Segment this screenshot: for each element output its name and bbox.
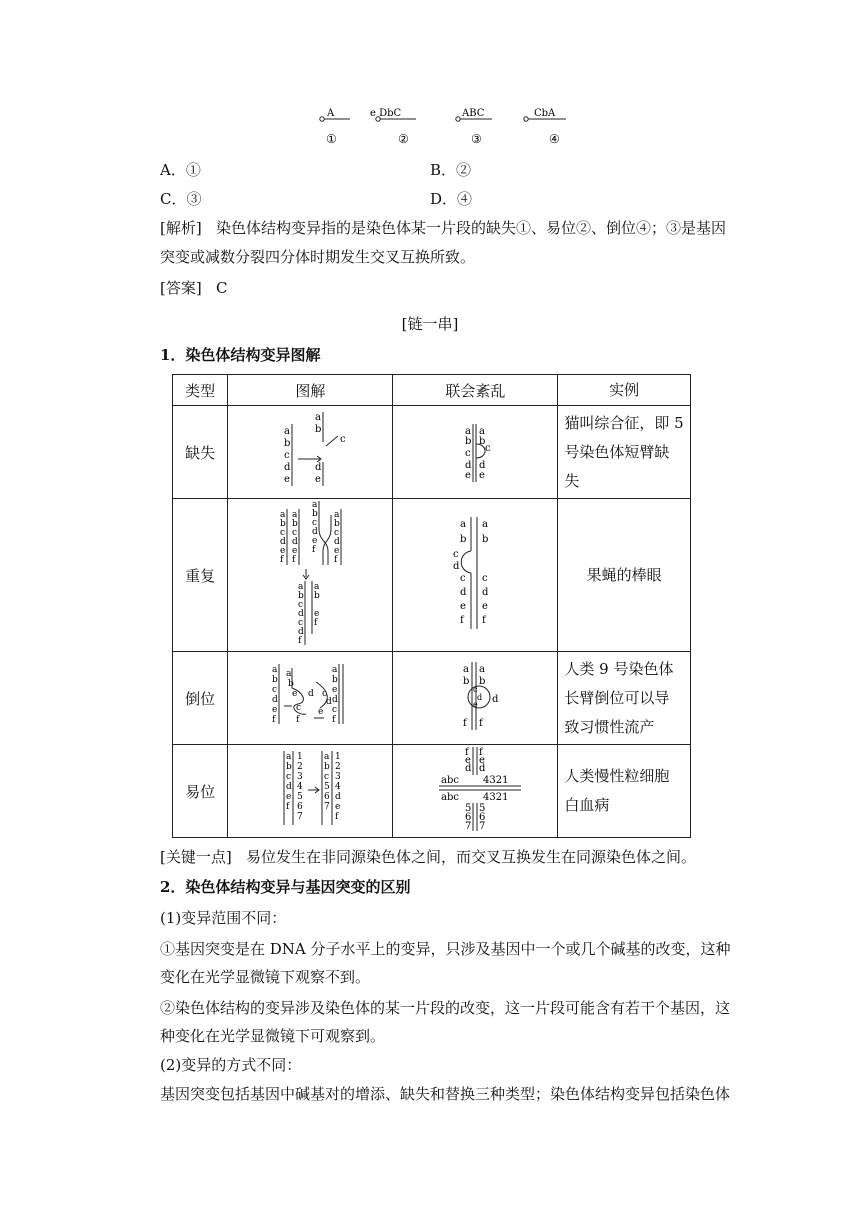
option-figure-2 — [370, 108, 416, 146]
answer — [160, 277, 228, 299]
svg-text:a: a — [272, 665, 278, 675]
svg-text:4: 4 — [297, 782, 304, 792]
svg-text:f: f — [463, 718, 468, 729]
svg-text:abc: abc — [441, 775, 460, 786]
svg-text:a: a — [482, 519, 489, 530]
svg-text:d: d — [326, 697, 333, 707]
row-type: 重复 — [173, 499, 228, 652]
deletion-synapsis-svg — [393, 406, 557, 494]
options-figure — [300, 104, 590, 148]
answer-value: C — [216, 279, 228, 297]
svg-text:c: c — [298, 618, 304, 628]
option-genes-1: A — [327, 108, 335, 119]
svg-text:c: c — [324, 772, 330, 782]
svg-text:3: 3 — [297, 772, 304, 782]
key-point-text: 易位发生在非同源染色体之间，而交叉互换发生在同源染色体之间。 — [246, 848, 697, 866]
translocation-diagram — [228, 745, 393, 838]
svg-text:a: a — [465, 426, 472, 437]
choice-a[interactable] — [160, 159, 201, 181]
svg-text:e: e — [465, 755, 472, 766]
svg-text:d: d — [298, 627, 305, 637]
svg-text:7: 7 — [297, 812, 304, 822]
example-line: 失 — [564, 471, 580, 490]
translocation-synapsis — [393, 745, 558, 838]
svg-text:f: f — [335, 812, 339, 822]
svg-text:f: f — [296, 715, 300, 725]
svg-text:a: a — [292, 510, 298, 520]
deletion-example — [558, 406, 691, 499]
svg-text:e: e — [473, 700, 479, 709]
example-line: 致习惯性流产 — [564, 717, 655, 736]
svg-text:d: d — [492, 694, 499, 705]
svg-text:c: c — [280, 528, 286, 538]
svg-text:f: f — [286, 802, 290, 812]
svg-text:6: 6 — [465, 812, 472, 823]
svg-text:e: e — [482, 601, 489, 612]
svg-text:e: e — [332, 685, 338, 695]
svg-text:e: e — [465, 470, 472, 481]
svg-text:c: c — [460, 573, 466, 584]
choice-c[interactable] — [160, 188, 202, 210]
svg-text:a: a — [314, 582, 320, 592]
header-example: 实例 — [558, 375, 691, 406]
header-synapsis: 联会紊乱 — [393, 375, 558, 406]
paragraph-3: 基因突变包括基因中碱基对的增添、缺失和替换三种类型；染色体结构变异包括染色体 — [160, 1085, 731, 1103]
choice-b[interactable] — [430, 159, 471, 181]
svg-text:e: e — [312, 536, 318, 546]
svg-text:b: b — [314, 591, 321, 601]
svg-text:f: f — [479, 718, 484, 729]
svg-text:c: c — [453, 549, 459, 560]
svg-text:d: d — [465, 460, 472, 471]
svg-text:a: a — [324, 752, 330, 762]
svg-text:f: f — [314, 618, 318, 628]
svg-text:6: 6 — [324, 792, 331, 802]
deletion-synapsis — [393, 406, 558, 499]
option-genes-4: CbA — [534, 108, 556, 119]
svg-text:5: 5 — [297, 792, 304, 802]
svg-text:b: b — [284, 438, 291, 449]
variation-table — [172, 374, 691, 838]
svg-text:c: c — [272, 685, 278, 695]
inversion-diagram-svg — [228, 652, 392, 740]
duplication-synapsis-svg — [393, 499, 557, 647]
svg-text:5: 5 — [479, 803, 486, 814]
option-figure-1 — [320, 108, 350, 146]
section-title: [链一串] — [401, 315, 459, 333]
svg-text:2: 2 — [297, 762, 304, 772]
option-num-4: ④ — [549, 132, 560, 146]
svg-text:a: a — [334, 510, 340, 520]
table-row — [173, 652, 691, 745]
option-num-3: ③ — [471, 132, 482, 146]
svg-text:b: b — [463, 676, 470, 687]
svg-text:f: f — [332, 715, 336, 725]
translocation-diagram-svg — [228, 745, 392, 833]
svg-text:d: d — [482, 587, 489, 598]
example-line: 白血病 — [564, 796, 610, 814]
svg-text:d: d — [460, 587, 467, 598]
svg-text:f: f — [465, 747, 470, 758]
svg-text:c: c — [473, 685, 478, 694]
paragraph-2b: 种变化在光学显微镜下可观察到。 — [160, 1027, 386, 1045]
inversion-diagram — [228, 652, 393, 745]
svg-text:f: f — [312, 545, 316, 555]
svg-text:b: b — [288, 679, 295, 689]
svg-text:d: d — [465, 763, 472, 774]
translocation-synapsis-svg — [393, 745, 557, 833]
sub-heading-1: (1)变异范围不同： — [160, 909, 287, 927]
option-num-2: ② — [398, 132, 409, 146]
key-point — [160, 846, 696, 868]
svg-text:e: e — [314, 609, 320, 619]
svg-text:e: e — [280, 546, 286, 556]
heading-2: 2．染色体结构变异与基因突变的区别 — [160, 878, 411, 896]
choice-value: ③ — [186, 190, 202, 208]
svg-text:4: 4 — [335, 782, 342, 792]
svg-text:d: d — [477, 693, 483, 702]
svg-text:d: d — [335, 792, 342, 802]
example-line: 果蝇的棒眼 — [586, 565, 662, 584]
example-line: 长臂倒位可以导 — [564, 688, 670, 707]
svg-text:e: e — [272, 705, 278, 715]
svg-text:2: 2 — [335, 762, 342, 772]
inversion-synapsis-svg — [393, 652, 557, 740]
table-row — [173, 499, 691, 652]
svg-text:c: c — [332, 705, 338, 715]
svg-text:c: c — [485, 443, 491, 454]
svg-text:d: d — [312, 527, 319, 537]
svg-text:1: 1 — [297, 752, 304, 762]
svg-text:b: b — [292, 519, 299, 529]
svg-text:e: e — [284, 474, 291, 485]
option-num-1: ① — [326, 132, 337, 146]
deletion-diagram — [228, 406, 393, 499]
svg-text:c: c — [340, 434, 346, 445]
svg-text:f: f — [460, 615, 465, 626]
table-header-row — [173, 375, 691, 406]
svg-text:c: c — [298, 600, 304, 610]
inversion-example — [558, 652, 691, 745]
svg-text:f: f — [292, 555, 296, 565]
choice-letter: A． — [160, 161, 186, 179]
svg-text:b: b — [334, 519, 341, 529]
svg-text:b: b — [272, 675, 279, 685]
svg-text:d: d — [334, 537, 341, 547]
svg-text:3: 3 — [335, 772, 342, 782]
svg-text:c: c — [286, 772, 292, 782]
svg-text:a: a — [286, 669, 292, 679]
duplication-diagram-svg — [228, 499, 392, 647]
svg-text:abc: abc — [441, 792, 460, 803]
choice-letter: C． — [160, 190, 187, 208]
svg-text:d: d — [315, 462, 322, 473]
example-line: 号染色体短臂缺 — [564, 442, 670, 461]
svg-text:b: b — [479, 436, 486, 447]
svg-text:e: e — [460, 601, 467, 612]
svg-text:a: a — [315, 412, 322, 423]
svg-text:6: 6 — [479, 812, 486, 823]
table-row — [173, 406, 691, 499]
inversion-synapsis — [393, 652, 558, 745]
svg-text:f: f — [334, 555, 338, 565]
svg-text:e: e — [479, 755, 486, 766]
svg-text:a: a — [332, 665, 338, 675]
svg-text:b: b — [332, 675, 339, 685]
svg-text:a: a — [479, 426, 486, 437]
heading-1: 1．染色体结构变异图解 — [160, 346, 321, 364]
svg-text:d: d — [479, 460, 486, 471]
svg-text:c: c — [292, 528, 298, 538]
example-line: 人类慢性粒细胞 — [564, 767, 670, 785]
svg-text:b: b — [315, 424, 322, 435]
key-point-tag: [关键一点] — [160, 848, 232, 866]
choice-value: ① — [185, 161, 201, 179]
svg-text:a: a — [463, 664, 470, 675]
svg-text:b: b — [286, 762, 293, 772]
svg-text:d: d — [292, 537, 299, 547]
svg-text:d: d — [308, 689, 315, 699]
svg-text:d: d — [280, 537, 287, 547]
table-row — [173, 745, 691, 838]
svg-text:e: e — [286, 792, 292, 802]
svg-text:b: b — [280, 519, 287, 529]
option-genes-2: e DbC — [370, 108, 402, 119]
paragraph-1a: ①基因突变是在 DNA 分子水平上的变异，只涉及基因中一个或几个碱基的改变，这种 — [160, 940, 731, 958]
svg-text:b: b — [298, 591, 305, 601]
svg-text:e: e — [315, 474, 322, 485]
svg-text:d: d — [298, 609, 305, 619]
svg-text:f: f — [272, 715, 276, 725]
svg-text:5: 5 — [324, 782, 331, 792]
paragraph-1b: 变化在光学显微镜下观察不到。 — [160, 968, 371, 986]
option-figure-4 — [524, 108, 566, 146]
translocation-example — [558, 745, 691, 838]
choice-value: ④ — [457, 190, 473, 208]
svg-text:6: 6 — [297, 802, 304, 812]
duplication-synapsis — [393, 499, 558, 652]
svg-text:f: f — [280, 555, 284, 565]
sub-heading-2: (2)变异的方式不同： — [160, 1056, 302, 1074]
svg-text:a: a — [298, 582, 304, 592]
svg-text:1: 1 — [335, 752, 342, 762]
row-type: 缺失 — [173, 406, 228, 499]
row-type: 易位 — [173, 745, 228, 838]
analysis-line2: 突变或减数分裂四分体时期发生交叉互换所致。 — [160, 248, 476, 266]
svg-text:a: a — [286, 752, 292, 762]
example-line: 人类 9 号染色体 — [564, 659, 674, 678]
svg-text:a: a — [479, 664, 486, 675]
svg-text:4321: 4321 — [483, 792, 509, 803]
svg-text:4321: 4321 — [483, 775, 509, 786]
svg-text:d: d — [453, 561, 460, 572]
option-genes-3: ABC — [462, 108, 485, 119]
svg-text:e: e — [292, 689, 298, 699]
svg-text:a: a — [312, 500, 318, 510]
svg-text:b: b — [312, 509, 319, 519]
svg-text:7: 7 — [324, 802, 331, 812]
header-type: 类型 — [173, 375, 228, 406]
svg-text:a: a — [460, 519, 467, 530]
svg-text:d: d — [284, 462, 291, 473]
svg-text:c: c — [334, 528, 340, 538]
header-diagram: 图解 — [228, 375, 393, 406]
choice-d[interactable] — [430, 188, 472, 210]
svg-text:d: d — [479, 763, 486, 774]
svg-text:b: b — [479, 676, 486, 687]
svg-text:5: 5 — [465, 803, 472, 814]
answer-tag: [答案] — [160, 279, 202, 297]
option-figure-3 — [456, 108, 492, 146]
paragraph-2a: ②染色体结构的变异涉及染色体的某一片段的改变，这一片段可能含有若干个基因，这 — [160, 999, 731, 1017]
svg-text:e: e — [318, 707, 324, 717]
duplication-diagram — [228, 499, 393, 652]
deletion-diagram-svg — [228, 406, 392, 494]
example-line: 猫叫综合征，即 5 — [564, 413, 684, 432]
svg-text:e: e — [479, 470, 486, 481]
svg-text:c: c — [296, 703, 302, 713]
svg-text:e: e — [335, 802, 341, 812]
svg-text:c: c — [312, 518, 318, 528]
svg-text:e: e — [334, 546, 340, 556]
analysis-text: 染色体结构变异指的是染色体某一片段的缺失①、易位②、倒位④；③是基因 — [216, 219, 727, 237]
choice-letter: D． — [430, 190, 458, 208]
svg-text:c: c — [284, 450, 290, 461]
svg-text:b: b — [460, 534, 467, 545]
analysis-line1 — [160, 217, 726, 239]
svg-text:a: a — [280, 510, 286, 520]
duplication-example — [558, 499, 691, 652]
row-type: 倒位 — [173, 652, 228, 745]
svg-text:d: d — [286, 782, 293, 792]
svg-text:c: c — [322, 689, 328, 699]
svg-text:c: c — [465, 448, 471, 459]
svg-text:c: c — [482, 573, 488, 584]
choice-letter: B． — [430, 161, 457, 179]
svg-text:d: d — [332, 695, 339, 705]
svg-text:b: b — [482, 534, 489, 545]
svg-text:f: f — [482, 615, 487, 626]
choice-value: ② — [456, 161, 472, 179]
svg-text:d: d — [272, 695, 279, 705]
svg-text:b: b — [324, 762, 331, 772]
analysis-tag: [解析] — [160, 219, 202, 237]
svg-text:7: 7 — [479, 821, 486, 832]
svg-text:7: 7 — [465, 821, 472, 832]
svg-text:b: b — [465, 436, 472, 447]
svg-text:f: f — [298, 636, 302, 646]
svg-text:a: a — [284, 426, 291, 437]
svg-text:f: f — [479, 747, 484, 758]
svg-text:e: e — [292, 546, 298, 556]
